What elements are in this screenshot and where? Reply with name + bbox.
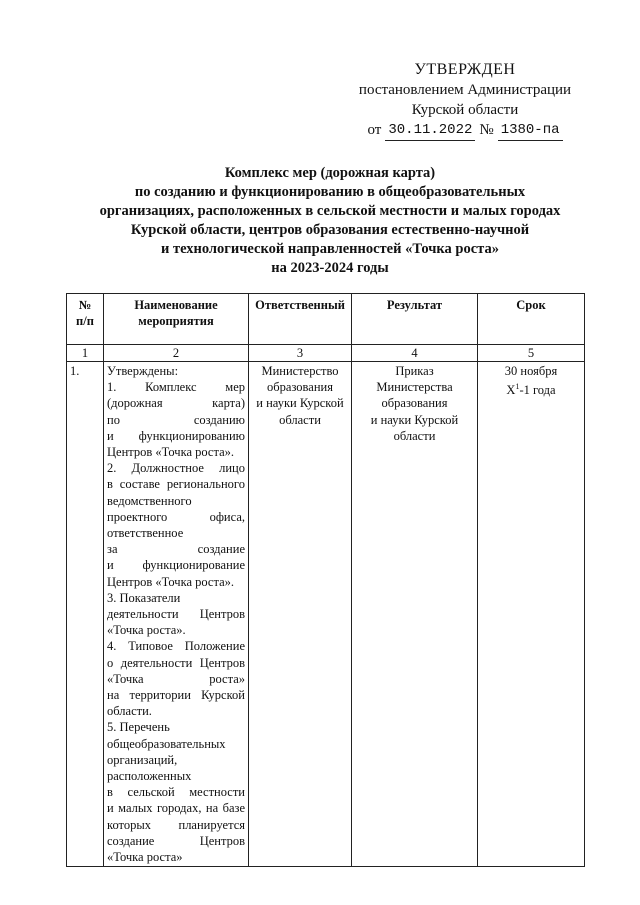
activity-line: за создание [107,542,245,557]
header-responsible: Ответственный [249,294,352,345]
responsible-line: и науки Курской [256,396,344,411]
result-line: образования [381,396,448,411]
roadmap-table [66,293,585,867]
approval-stamp [340,60,590,141]
activity-line: создание Центров [107,833,245,848]
row-responsible [249,362,352,867]
activity-line: которых планируется [107,817,245,832]
result-line: и науки Курской [370,412,459,427]
activity-line: 2. Должностное лицо [107,461,245,476]
approval-title: УТВЕРЖДЕН [414,61,516,78]
activity-line: «Точка роста» [107,850,183,865]
row-activity [104,362,249,867]
activity-line: 5. Перечень [107,720,170,735]
approval-from-label: от [367,122,382,138]
activity-line: расположенных [107,769,192,784]
responsible-line: Министерство [261,364,339,378]
deadline-x: X [506,383,516,398]
row-number: 1. [67,362,104,867]
approval-number-label: № [479,122,494,138]
result-line: Министерства [376,380,453,395]
activity-line: Центров «Точка роста». [107,574,235,589]
activity-line: и функционированию [107,428,245,443]
document-title [70,164,590,278]
col-number: 3 [249,345,352,362]
title-line: по созданию и функционированию в общеобразовательных [134,184,526,200]
header-name-line-1: Наименование [134,298,218,312]
activity-line: 1. Комплекс мер [107,380,245,395]
column-number-row [67,345,585,362]
col-number: 4 [352,345,478,362]
activity-line: области. [107,704,152,719]
approval-date: 30.11.2022 [385,120,475,141]
approval-number: 1380-па [498,120,563,141]
table-row [67,362,585,867]
activity-line: и функционирование [107,558,245,573]
responsible-line: образования [267,380,333,395]
header-result: Результат [352,294,478,345]
activity-line: (дорожная карта) [107,396,245,411]
header-deadline: Срок [478,294,585,345]
title-line: и технологической направленностей «Точка роста» [161,241,499,257]
table-header-row [67,294,585,345]
result-line: Приказ [395,364,434,378]
row-result [352,362,478,867]
col-number: 5 [478,345,585,362]
header-num-line-2: п/п [76,314,94,329]
activity-line: Утверждены: [107,364,179,378]
approval-line-1: постановлением Администрации [358,82,572,98]
activity-line: общеобразовательных [107,736,226,751]
activity-line: и малых городах, на базе [107,801,245,816]
row-deadline [478,362,585,867]
result-line: области [393,428,436,443]
header-num-line-1: № [78,298,92,312]
approval-line-2: Курской области [411,102,519,118]
activity-line: о деятельности Центров [107,655,245,670]
activity-line: Центров «Точка роста». [107,445,235,460]
approval-date-line [340,120,590,141]
deadline-line-2 [481,379,581,398]
activity-line: проектного офиса, [107,509,245,524]
activity-line: ответственное [107,526,184,541]
title-line: Комплекс мер (дорожная карта) [224,165,436,181]
activity-line: по созданию [107,412,245,427]
deadline-rest: -1 года [519,383,556,398]
deadline-line-1: 30 ноября [504,364,558,378]
header-name-line-2: мероприятия [138,314,214,329]
responsible-line: области [279,412,321,427]
title-line: на 2023-2024 годы [271,260,389,276]
activity-line: деятельности Центров [107,607,245,622]
title-line: организациях, расположенных в сельской местности и малых городах [99,203,561,219]
activity-line: «Точка роста» [107,671,245,686]
activity-line: на территории Курской [107,688,245,703]
activity-line: в сельской местности [107,785,245,800]
deadline-superscript: 1 [515,382,520,392]
title-line: Курской области, центров образования естественно-научной [130,222,530,238]
activity-line: организаций, [107,752,178,767]
header-num [67,294,104,345]
col-number: 1 [67,345,104,362]
col-number: 2 [104,345,249,362]
activity-line: 4. Типовое Положение [107,639,245,654]
activity-line: в составе регионального [107,477,245,492]
activity-line: ведомственного [107,493,192,508]
activity-line: 3. Показатели [107,590,181,605]
header-name [104,294,249,345]
activity-line: «Точка роста». [107,623,186,638]
